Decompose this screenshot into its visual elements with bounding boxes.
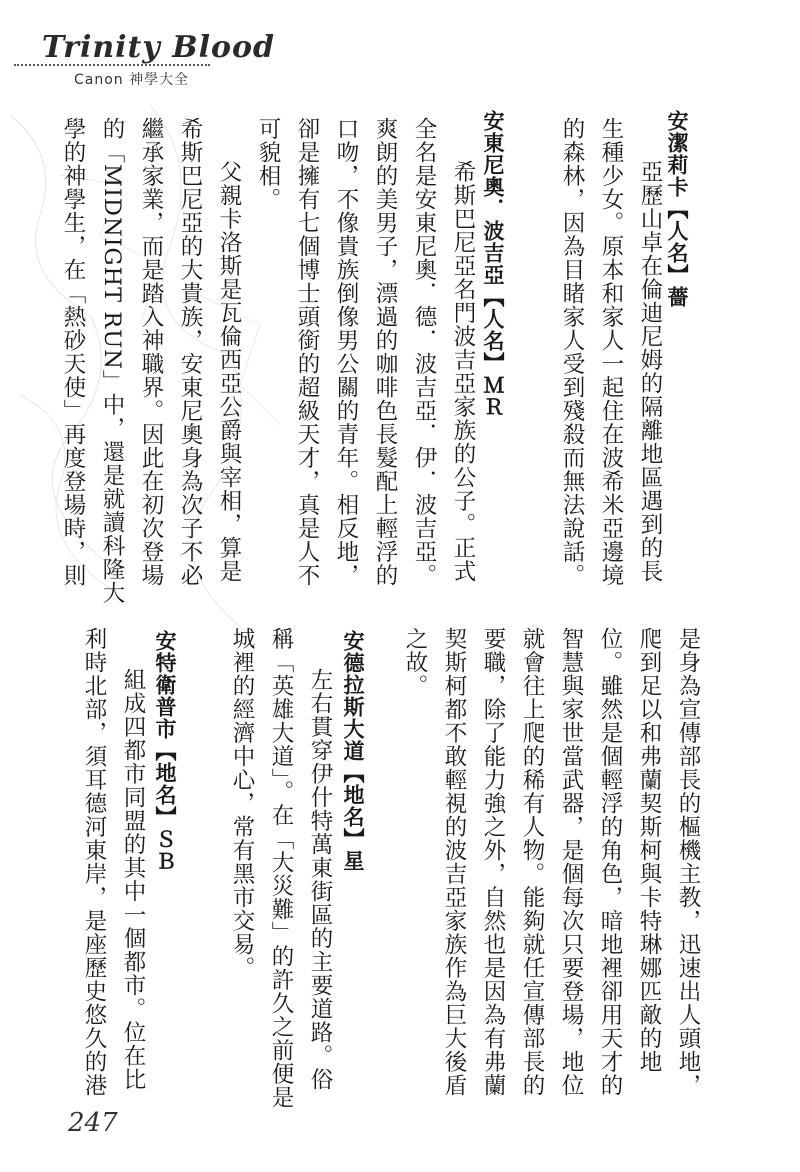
entry-text-line: 要職，除了能力強之外，自然也是因為有弗蘭 [480,627,506,1097]
entry-term-antwerp: 安特衛普市【地名】ＳＢ [153,630,177,872]
entry-text-line: 爬到足以和弗蘭契斯柯與卡特琳娜匹敵的地 [636,627,662,1074]
header-divider [14,64,210,66]
running-header [14,22,276,92]
entry-text-line: 城裡的經濟中心，常有黑市交易。 [229,627,255,980]
entry-text-line: 就會往上爬的稀有人物。能夠就任宣傳部長的 [519,627,545,1097]
entry-text-line: 的「MIDNIGHT RUN」中，還是就讀科隆大 [99,117,125,605]
entry-text-line: 學的神學生，在「熱砂天使」再度登場時，則 [60,117,86,587]
entry-term-angelica: 安潔莉卡【人名】薔 [665,110,689,308]
entry-text-line: 口吻，不像貴族倒像男公關的青年。相反地， [333,117,359,587]
entry-text-line: 的森林，因為目睹家人受到殘殺而無法說話。 [559,117,585,587]
entry-text-line: 智慧與家世當武器，是個每次只要登場，地位 [558,627,584,1097]
entry-text-line: 左右貫穿伊什特萬東街區的主要道路。俗 [307,668,333,1091]
entry-text-line: 父親卡洛斯是瓦倫西亞公爵與宰相，算是 [216,160,242,583]
entry-text-line: 亞歷山卓在倫迪尼姆的隔離地區遇到的長 [637,160,663,583]
entry-text-line: 契斯柯都不敢輕視的波吉亞家族作為巨大後盾 [441,627,467,1097]
entry-text-line: 利時北部，須耳德河東岸，是座歷史悠久的港 [81,627,107,1097]
entry-text-line: 生種少女。原本和家人一起住在波希米亞邊境 [598,117,624,587]
book-subtitle: Canon 神學大全 [74,72,190,88]
entry-text-line: 卻是擁有七個博士頭銜的超級天才，真是人不 [294,117,320,587]
entry-text-line: 希斯巴尼亞的大貴族，安東尼奧身為次子不必 [177,117,203,587]
entry-text-line: 繼承家業，而是踏入神職界。因此在初次登場 [138,117,164,587]
entry-text-line: 全名是安東尼奧．德．波吉亞．伊．波吉亞。 [411,117,437,587]
page-number: 247 [68,1108,118,1138]
entry-text-line: 是身為宣傳部長的樞機主教，迅速出人頭地， [675,627,701,1097]
entry-text-line: 組成四都市同盟的其中一個都市。位在比 [120,668,146,1091]
entry-term-andrassy: 安德拉斯大道【地名】星 [341,630,365,872]
entry-text-line: 之故。 [402,627,428,698]
entry-text-line: 稱「英雄大道」。在「大災難」的許久之前便是 [268,627,294,1110]
entry-text-line: 位。雖然是個輕浮的角色，暗地裡卻用天才的 [597,627,623,1097]
entry-text-line: 可貌相。 [255,117,281,211]
entry-term-antonio: 安東尼奧．波吉亞【人名】ＭＲ [481,110,505,418]
entry-text-line: 希斯巴尼亞名門波吉亞家族的公子。正式 [450,160,476,583]
entry-text-line: 爽朗的美男子，漂過的咖啡色長髮配上輕浮的 [372,117,398,587]
book-logo-title: Trinity Blood [42,30,276,65]
